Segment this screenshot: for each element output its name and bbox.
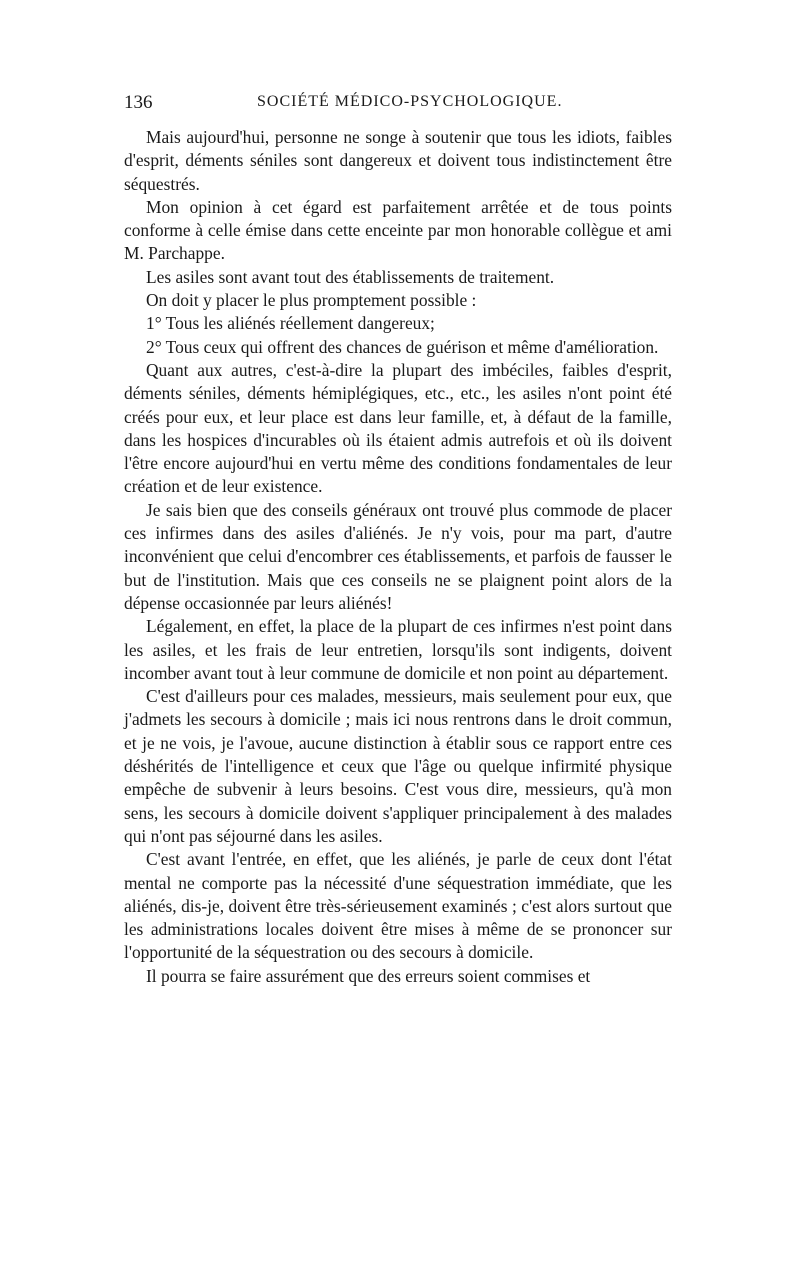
body-text bbox=[124, 126, 672, 988]
list-item: 1° Tous les aliénés réellement dangereux; bbox=[146, 313, 435, 334]
page-number: 136 bbox=[124, 92, 153, 113]
paragraph: On doit y placer le plus promptement possible : bbox=[146, 290, 477, 311]
paragraph: C'est d'ailleurs pour ces malades, messieurs, mais seulement pour eux, que j'admets les secours à domicile ; mais ici nous rentrons dans le droit commun, et je ne vois, je l'avoue, aucune distinction à établir sous ce rapport entre ces déshérités de l'intelligence et ceux que l'âge ou quelque infirmité physique empêche de subvenir à leurs besoins. C'est vous dire, messieurs, qu'à mon sens, les secours à domicile doivent s'appliquer principalement à des malades qui n'ont pas séjourné dans les asiles. bbox=[124, 686, 672, 846]
paragraph: Mais aujourd'hui, personne ne songe à soutenir que tous les idiots, faibles d'esprit, déments séniles sont dangereux et doivent tous indistinctement être séquestrés. bbox=[124, 127, 672, 194]
paragraph: Je sais bien que des conseils généraux ont trouvé plus commode de placer ces infirmes dans des asiles d'aliénés. Je n'y vois, pour ma part, d'autre inconvénient que celui d'encombrer ces établissements, et parfois de fausser le but de l'institution. Mais que ces conseils ne se plaignent point alors de la dépense occasionnée par leurs aliénés! bbox=[124, 499, 672, 613]
paragraph: Quant aux autres, c'est-à-dire la plupart des imbéciles, faibles d'esprit, déments séniles, déments hémiplégiques, etc., etc., les asiles n'ont point été créés pour eux, et leur place est dans leur famille, et, à défaut de la famille, dans les hospices d'incurables où ils étaient admis autrefois et où ils doivent l'être encore aujourd'hui en vertu même des conditions fondamentales de leur création et de leur existence. bbox=[124, 359, 672, 497]
paragraph: Mon opinion à cet égard est parfaitement arrêtée et de tous points conforme à celle émise dans cette enceinte par mon honorable collègue et ami M. Parchappe. bbox=[124, 196, 672, 264]
paragraph: Légalement, en effet, la place de la plupart de ces infirmes n'est point dans les asiles, et les frais de leur entretien, lorsqu'ils sont indigents, doivent incomber avant tout à leur commune de domicile et non point au département. bbox=[124, 616, 672, 683]
running-title: SOCIÉTÉ MÉDICO-PSYCHOLOGIQUE. bbox=[257, 93, 563, 110]
page-header bbox=[124, 92, 672, 118]
paragraph: C'est avant l'entrée, en effet, que les aliénés, je parle de ceux dont l'état mental ne comporte pas la nécessité d'une séquestration immédiate, que les aliénés, dis-je, doivent être très-sérieusement examinés ; c'est alors surtout que les administrations locales doivent être mises à même de se prononcer sur l'opportunité de la séquestration ou des secours à domicile. bbox=[124, 849, 672, 963]
list-item: 2° Tous ceux qui offrent des chances de guérison et même d'amélioration. bbox=[146, 336, 659, 357]
paragraph: Les asiles sont avant tout des établissements de traitement. bbox=[146, 266, 555, 287]
paragraph: Il pourra se faire assurément que des erreurs soient commises et bbox=[146, 965, 591, 986]
